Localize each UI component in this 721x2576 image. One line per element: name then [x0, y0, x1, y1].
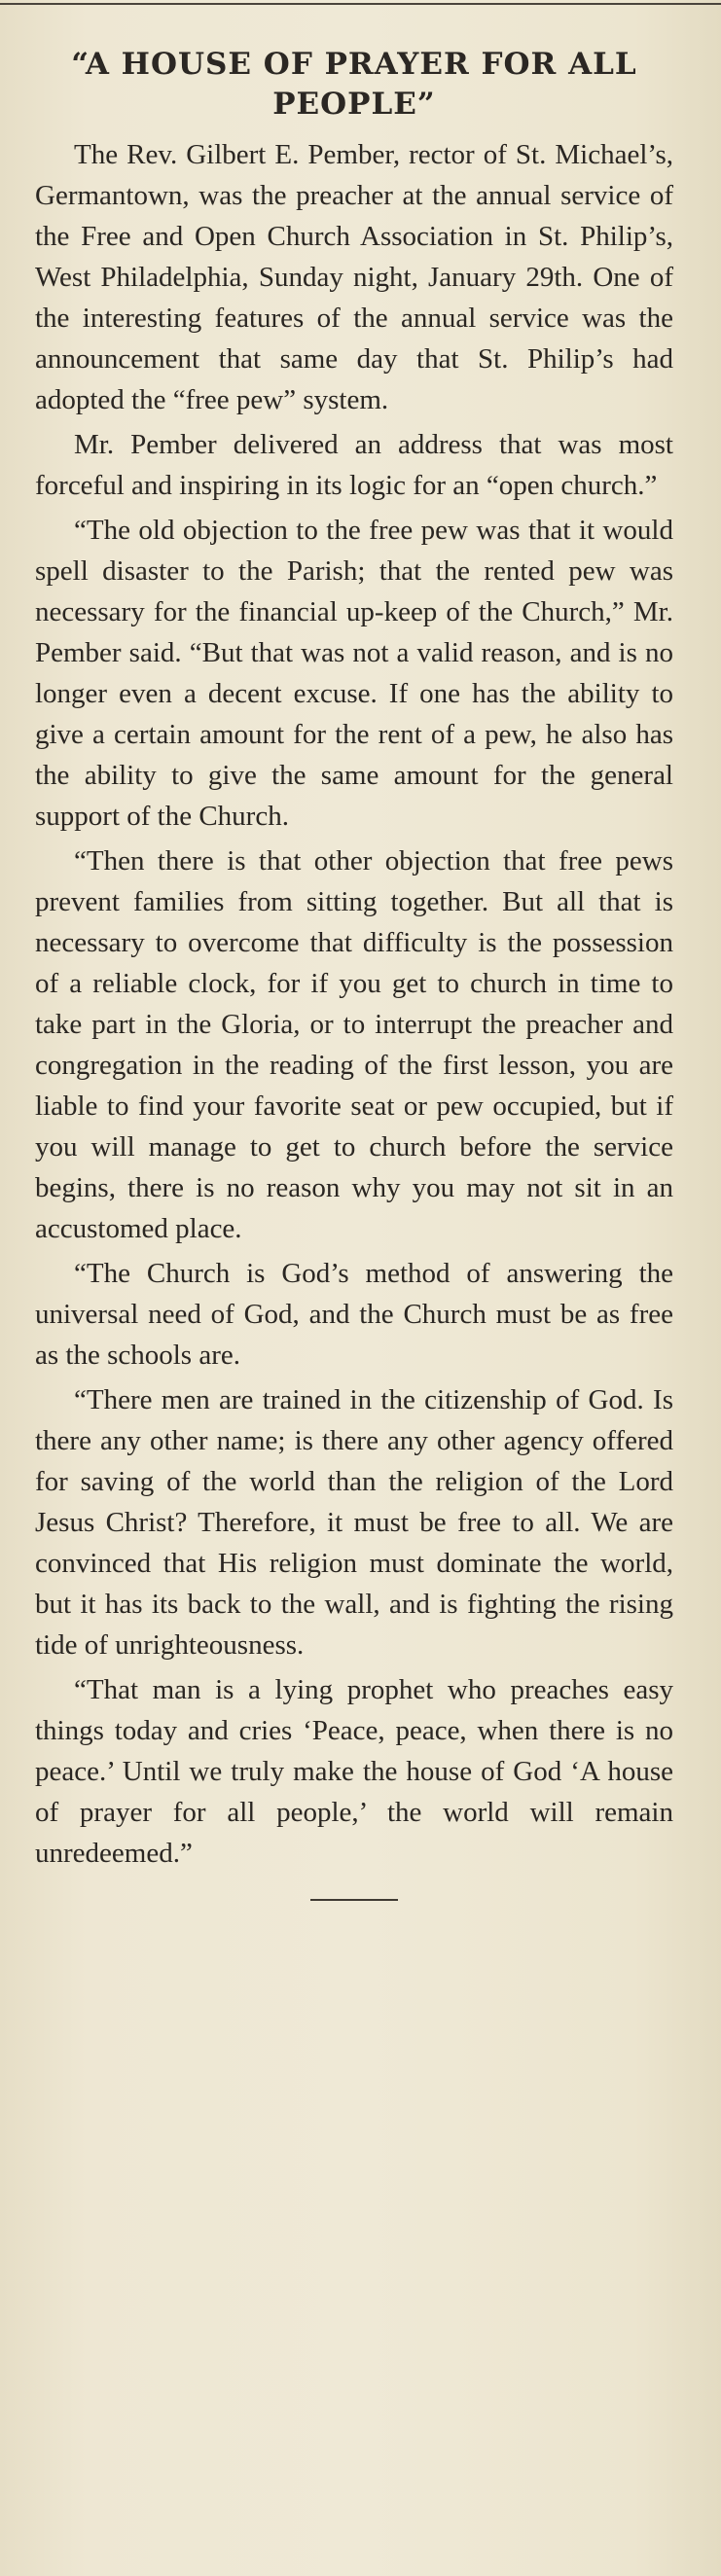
- article-paragraph-1: The Rev. Gilbert E. Pember, rector of St. Michael’s, Germantown, was the preacher at the annual service of the Free and Open Church Association in St. Philip’s, West Philadelphia, Sunday night, January 29th. One of the interesting features of the annual service was the announcement that same day that St. Philip’s had adopted the “free pew” system.: [35, 139, 673, 415]
- article-paragraph-6: “There men are trained in the citizenship of God. Is there any other name; is there any other agency offered for saving of the world than the religion of the Lord Jesus Christ? Therefore, it must be free to all. We are convinced that His religion must dominate the world, but it has its back to the wall, and is fighting the rising tide of unrighteousness.: [35, 1384, 673, 1661]
- article-headline: “A HOUSE OF PRAYER FOR ALL PEOPLE”: [71, 47, 637, 122]
- end-rule: [310, 1899, 398, 1901]
- article-paragraph-5: “The Church is God’s method of answering the universal need of God, and the Church must be as free as the schools are.: [35, 1258, 673, 1371]
- article-paragraph-2: Mr. Pember delivered an address that was most forceful and inspiring in its logic for an “open church.”: [35, 429, 673, 501]
- article: [35, 45, 673, 1901]
- article-paragraph-7: “That man is a lying prophet who preaches easy things today and cries ‘Peace, peace, when there is no peace.’ Until we truly make the house of God ‘A house of prayer for all people,’ the world will remain unredeemed.”: [35, 1674, 673, 1869]
- article-paragraph-3: “The old objection to the free pew was that it would spell disaster to the Parish; that the rented pew was necessary for the financial up-keep of the Church,” Mr. Pember said. “But that was not a valid reason, and is no longer even a decent excuse. If one has the ability to give a certain amount for the rent of a pew, he also has the ability to give the same amount for the general support of the Church.: [35, 515, 673, 832]
- article-paragraph-4: “Then there is that other objection that free pews prevent families from sitting together. But all that is necessary to overcome that difficulty is the possession of a reliable clock, for if you get to church in time to take part in the Gloria, or to interrupt the preacher and congregation in the reading of the first lesson, you are liable to find your favorite seat or pew occupied, but if you will manage to get to church before the service begins, there is no reason why you may not sit in an accustomed place.: [35, 845, 673, 1244]
- top-rule: [0, 3, 721, 5]
